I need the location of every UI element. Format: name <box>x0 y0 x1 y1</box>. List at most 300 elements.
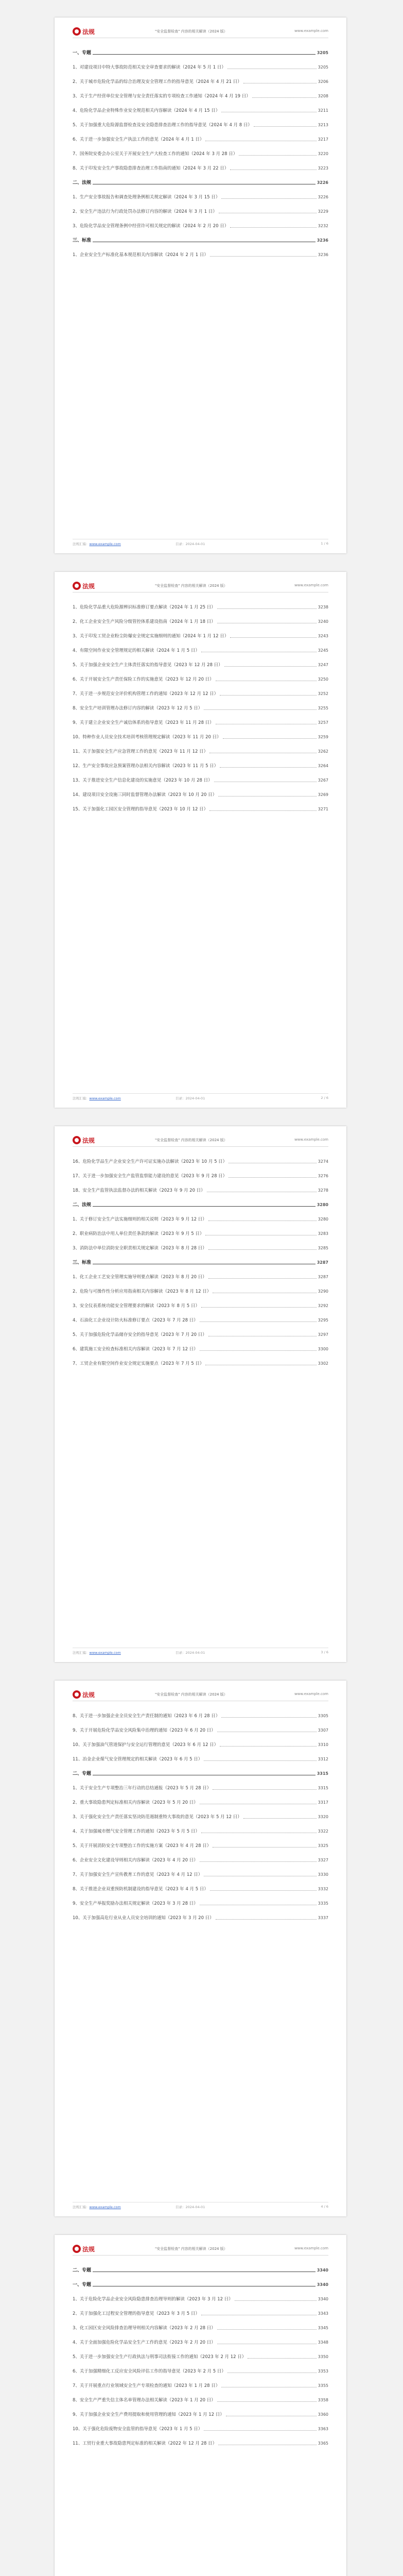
toc-page-number: 3340 <box>318 2297 328 2301</box>
toc-page-number: 3360 <box>318 2412 328 2417</box>
toc-entry[interactable] <box>73 806 328 813</box>
toc-entry-title: 9、关于建立企业安全生产诚信体系的指导意见（2023 年 11 月 28 日） <box>73 720 214 725</box>
page-footer <box>73 1648 328 1655</box>
toc-entry-title: 3、关于生产经营单位安全管理与安全责任落实的专项检查工作通知（2024 年 4 月 19 日） <box>73 94 251 99</box>
toc-entry-title: 11、工贸行业重大事故隐患判定标准的相关解读（2022 年 12 月 28 日） <box>73 2441 217 2446</box>
toc-entry[interactable] <box>73 2353 328 2361</box>
toc-entry-title: 7、关于进一步规范安全评价机构管理工作的通知（2023 年 12 月 12 日） <box>73 691 219 697</box>
page-footer <box>73 1093 328 1100</box>
toc-section-heading[interactable] <box>73 2267 328 2274</box>
toc-entry-title: 三、标准 <box>73 238 92 243</box>
toc-entry[interactable] <box>73 1187 328 1194</box>
toc-entry[interactable] <box>73 165 328 172</box>
dot-leader <box>229 1177 316 1178</box>
toc-page-number: 3292 <box>318 1303 328 1308</box>
logo-text: 法规 <box>82 28 95 36</box>
toc-entry[interactable] <box>73 107 328 114</box>
toc-entry[interactable] <box>73 1799 328 1806</box>
dot-leader <box>217 2329 317 2330</box>
toc-entry-title: 3、危险化学品安全管理条例中经营许可相关规定的解读（2024 年 2 月 20 日） <box>73 224 229 229</box>
toc-page-number: 3280 <box>317 1202 328 1207</box>
toc-entry-title: 10、特种作业人员安全技术培训考核管理规定解读（2023 年 11 月 20 日） <box>73 735 221 740</box>
toc-entry-title: 6、关于开展安全生产责任保险工作的实施意见（2023 年 12 月 20 日） <box>73 677 214 682</box>
toc-entry[interactable] <box>73 251 328 259</box>
toc-page-number: 3252 <box>318 691 328 696</box>
dot-leader <box>93 54 316 55</box>
toc-entry[interactable] <box>73 2339 328 2346</box>
page-footer <box>73 539 328 546</box>
toc-page-number: 3213 <box>318 123 328 127</box>
dot-leader <box>227 2372 317 2373</box>
toc-page-number: 3205 <box>317 50 328 55</box>
header-title: "安全监督检查" 内容的相关解读（2024 版） <box>155 2247 227 2251</box>
toc-entry[interactable] <box>73 150 328 158</box>
toc-entry[interactable] <box>73 1317 328 1324</box>
toc-page-number: 3365 <box>318 2441 328 2446</box>
toc-entry[interactable] <box>73 2440 328 2447</box>
toc-entry-title: 8、关于推进企业双重预防机制建设的指导意见（2023 年 4 月 5 日） <box>73 1887 208 1892</box>
toc-entry-title: 二、专题 <box>73 1771 92 1776</box>
toc-page-number: 3297 <box>318 1332 328 1337</box>
toc-entry-title: 12、生产安全事故应急预案管理办法相关内容解读（2023 年 11 月 5 日） <box>73 764 219 769</box>
logo <box>73 27 95 36</box>
footer-date: 目录：2024-04-01 <box>176 1651 205 1655</box>
dot-leader <box>230 637 316 638</box>
toc-entry[interactable] <box>73 2368 328 2375</box>
toc-entry[interactable] <box>73 604 328 611</box>
dot-leader <box>200 1861 317 1862</box>
toc-page-number: 3312 <box>318 1757 328 1761</box>
page-header <box>73 2244 328 2256</box>
toc-entry-title: 13、关于推进安全生产信息化建设的实施意见（2023 年 10 月 28 日） <box>73 778 213 783</box>
dot-leader <box>204 709 316 710</box>
footer-source <box>73 2205 121 2209</box>
toc-page-number: 3205 <box>318 65 328 70</box>
toc-page-number: 3236 <box>317 238 328 243</box>
dot-leader <box>248 2358 316 2359</box>
toc-page-number: 3335 <box>318 1901 328 1906</box>
toc-entry-title: 2、化工企业安全生产风险分级管控体系建设指南（2024 年 1 月 18 日） <box>73 619 216 624</box>
toc-page-number: 3315 <box>318 1786 328 1790</box>
dot-leader <box>254 126 317 127</box>
toc-page-number: 3257 <box>318 720 328 725</box>
document-page <box>55 18 346 553</box>
toc-page-number: 3315 <box>317 1771 328 1776</box>
toc-page-number: 3358 <box>318 2398 328 2402</box>
toc-page-number: 3250 <box>318 677 328 682</box>
logo-text: 法规 <box>82 1691 95 1699</box>
logo-icon <box>73 582 81 590</box>
toc-section-heading[interactable] <box>73 2281 328 2289</box>
dot-leader <box>200 1321 317 1322</box>
footer-source <box>73 541 121 546</box>
dot-leader <box>208 1278 317 1279</box>
toc-list <box>73 1713 328 1929</box>
toc-page-number: 3274 <box>318 1159 328 1164</box>
toc-page-number: 3243 <box>318 634 328 638</box>
dot-leader <box>230 227 316 228</box>
toc-page-number: 3280 <box>318 1217 328 1222</box>
toc-entry-title: 6、企业安全文化建设导则相关内容解读（2023 年 4 月 20 日） <box>73 1858 198 1863</box>
toc-entry[interactable] <box>73 1871 328 1878</box>
toc-entry[interactable] <box>73 93 328 100</box>
toc-entry-title: 11、关于加强安全生产应急管理工作的意见（2023 年 11 月 12 日） <box>73 749 208 754</box>
toc-entry[interactable] <box>73 64 328 71</box>
toc-page-number: 3240 <box>318 619 328 624</box>
toc-entry-title: 6、建筑施工安全检查标准相关内容解读（2023 年 7 月 12 日） <box>73 1347 198 1352</box>
footer-date: 目录：2024-04-01 <box>176 1096 205 1100</box>
toc-entry[interactable] <box>73 748 328 755</box>
toc-page-number: 3255 <box>318 706 328 710</box>
toc-page-number: 3337 <box>318 1916 328 1920</box>
toc-page-number: 3278 <box>318 1188 328 1193</box>
toc-entry-title: 4、有限空间作业安全管理规定的相关解读（2024 年 1 月 5 日） <box>73 648 200 653</box>
footer-link[interactable]: www.example.com <box>89 2205 121 2209</box>
toc-entry-title: 8、关于印发安全生产事故隐患排查治理工作指南的通知（2024 年 3 月 22 日） <box>73 166 229 171</box>
toc-entry-title: 二、法规 <box>73 180 92 185</box>
toc-entry-title: 3、消防法中单位消防安全职责相关规定解读（2023 年 8 月 28 日） <box>73 1246 207 1251</box>
toc-page-number: 3330 <box>318 1872 328 1877</box>
toc-page-number: 3208 <box>318 94 328 98</box>
toc-list <box>73 1158 328 1375</box>
toc-entry[interactable] <box>73 705 328 712</box>
toc-entry-title: 6、关于进一步加强安全生产执法工作的意见（2024 年 4 月 1 日） <box>73 137 204 142</box>
toc-page-number: 3307 <box>318 1728 328 1733</box>
dot-leader <box>209 810 317 811</box>
toc-section-heading[interactable] <box>73 237 328 244</box>
toc-page-number: 3340 <box>317 2268 328 2273</box>
toc-page-number: 3343 <box>318 2311 328 2316</box>
footer-label: 法规汇编： <box>73 542 90 546</box>
page-number: 4 / 6 <box>321 2205 328 2209</box>
toc-entry[interactable] <box>73 194 328 201</box>
document-page <box>55 1681 346 2216</box>
logo <box>73 1136 95 1145</box>
dot-leader <box>200 1350 317 1351</box>
toc-entry-title: 5、关于加强危险化学品储存安全的指导意见（2023 年 7 月 20 日） <box>73 1332 207 1337</box>
header-link[interactable]: www.example.com <box>294 2246 328 2250</box>
toc-entry-title: 2、职业病防治法中用人单位责任条款的解读（2023 年 9 月 5 日） <box>73 1231 204 1236</box>
toc-section-heading[interactable] <box>73 1770 328 1777</box>
toc-entry[interactable] <box>73 2411 328 2418</box>
toc-list <box>73 2267 328 2454</box>
dot-leader <box>208 1249 317 1250</box>
dot-leader <box>204 1760 316 1761</box>
toc-entry-title: 10、关于加强高危行业从业人员安全培训的通知（2023 年 3 月 20 日） <box>73 1916 214 1921</box>
header-link[interactable]: www.example.com <box>294 1138 328 1142</box>
toc-entry[interactable] <box>73 1713 328 1720</box>
toc-page-number: 3211 <box>318 108 328 113</box>
toc-entry-title: 3、关于强化安全生产责任落实坚决防范遏制重特大事故的意见（2023 年 5 月 12 日） <box>73 1815 242 1820</box>
toc-entry[interactable] <box>73 2382 328 2389</box>
toc-page-number: 3350 <box>318 2354 328 2359</box>
header-title: "安全监督检查" 内容的相关解读（2024 版） <box>155 584 227 588</box>
toc-page-number: 3223 <box>318 166 328 171</box>
toc-page-number: 3247 <box>318 663 328 667</box>
logo <box>73 2244 95 2253</box>
toc-entry-title: 二、专题 <box>73 2268 92 2273</box>
dot-leader <box>204 2430 316 2431</box>
dot-leader <box>221 1717 316 1718</box>
page-header <box>73 1690 328 1701</box>
toc-page-number: 3295 <box>318 1318 328 1323</box>
header-link[interactable]: www.example.com <box>294 29 328 33</box>
toc-entry[interactable] <box>73 1331 328 1338</box>
footer-label: 法规汇编： <box>73 1096 90 1100</box>
toc-entry-title: 7、关于加强安全生产宣传教育工作的意见（2023 年 4 月 12 日） <box>73 1872 203 1877</box>
toc-page-number: 3287 <box>318 1275 328 1279</box>
document-page <box>55 2235 346 2576</box>
toc-entry[interactable] <box>73 662 328 669</box>
header-link[interactable]: www.example.com <box>294 583 328 587</box>
toc-entry[interactable] <box>73 734 328 741</box>
toc-entry-title: 7、关于开展重点行业领域安全生产专项检查的通知（2023 年 1 月 28 日） <box>73 2383 220 2388</box>
toc-entry-title: 7、国务院安委会办公室关于开展安全生产大检查工作的通知（2024 年 3 月 28 日） <box>73 151 238 157</box>
toc-page-number: 3290 <box>318 1289 328 1294</box>
toc-entry[interactable] <box>73 1785 328 1792</box>
toc-entry[interactable] <box>73 2310 328 2317</box>
toc-entry-title: 8、安全生产培训管理办法修订内容的解读（2023 年 12 月 5 日） <box>73 706 203 711</box>
toc-entry-title: 7、工贸企业有限空间作业安全规定实施要点（2023 年 7 月 5 日） <box>73 1361 204 1366</box>
toc-entry-title: 4、危险化学品企业特殊作业安全规范相关内容解读（2024 年 4 月 15 日） <box>73 108 220 113</box>
toc-page-number: 3285 <box>318 1246 328 1250</box>
toc-page-number: 3271 <box>318 807 328 811</box>
toc-entry[interactable] <box>73 122 328 129</box>
dot-leader <box>201 1307 317 1308</box>
toc-entry-title: 2、关于加强化工过程安全管理的指导意见（2023 年 3 月 5 日） <box>73 2311 200 2316</box>
logo <box>73 1690 95 1699</box>
toc-entry-title: 10、关于加强油气管道保护与安全运行管理的意见（2023 年 6 月 12 日） <box>73 1742 219 1748</box>
toc-entry-title: 3、关于印发工贸企业粉尘防爆安全规定实施细则的通知（2024 年 1 月 12 日） <box>73 634 229 639</box>
toc-entry-title: 5、关于加强重大危险源监督检查及安全隐患排查治理工作的指导意见（2024 年 4 月 8 日） <box>73 123 252 128</box>
toc-section-heading[interactable] <box>73 1259 328 1266</box>
logo-text: 法规 <box>82 2245 95 2253</box>
toc-page-number: 3229 <box>318 209 328 214</box>
toc-entry[interactable] <box>73 647 328 654</box>
dot-leader <box>213 1847 316 1848</box>
dot-leader <box>210 1890 317 1891</box>
toc-page-number: 3232 <box>318 224 328 228</box>
toc-entry[interactable] <box>73 208 328 215</box>
dot-leader <box>224 666 317 667</box>
toc-page-number: 3353 <box>318 2369 328 2374</box>
toc-entry-title: 9、安全生产举报奖励办法相关规定解读（2023 年 3 月 28 日） <box>73 1901 198 1906</box>
footer-source <box>73 1650 121 1655</box>
page-number: 1 / 6 <box>321 541 328 546</box>
dot-leader <box>93 1206 316 1207</box>
toc-entry[interactable] <box>73 1900 328 1907</box>
toc-entry[interactable] <box>73 618 328 625</box>
toc-entry[interactable] <box>73 1230 328 1238</box>
toc-entry-title: 8、安全生产严重失信主体名单管理办法相关解读（2023 年 1 月 20 日） <box>73 2398 216 2403</box>
toc-entry[interactable] <box>73 777 328 784</box>
toc-entry-title: 1、关于安全生产专项整治三年行动的总结通报（2023 年 5 月 28 日） <box>73 1786 212 1791</box>
logo-icon <box>73 1690 81 1699</box>
logo-icon <box>73 1136 81 1144</box>
header-title: "安全监督检查" 内容的相关解读（2024 版） <box>155 1138 227 1142</box>
toc-entry-title: 1、危险化学品重大危险源辨识标准修订要点解读（2024 年 1 月 25 日） <box>73 605 216 610</box>
toc-entry[interactable] <box>73 1245 328 1252</box>
header-link[interactable]: www.example.com <box>294 1692 328 1696</box>
toc-page-number: 3238 <box>318 605 328 609</box>
toc-entry-title: 9、关于加强企业安全生产费用提取和使用管理的通知（2023 年 1 月 12 日） <box>73 2412 224 2417</box>
toc-entry[interactable] <box>73 1828 328 1835</box>
logo <box>73 581 95 590</box>
toc-section-heading[interactable] <box>73 179 328 187</box>
toc-entry-title: 1、生产安全事故报告和调查处理条例相关规定解读（2024 年 3 月 15 日） <box>73 195 220 200</box>
toc-entry-title: 5、关于加强企业安全生产主体责任落实的指导意见（2023 年 12 月 28 日） <box>73 663 223 668</box>
toc-entry[interactable] <box>73 2426 328 2433</box>
page-footer <box>73 2202 328 2209</box>
toc-entry[interactable] <box>73 1158 328 1165</box>
footer-link[interactable]: www.example.com <box>89 1096 121 1100</box>
toc-entry-title: 18、安全生产监管执法监督办法的相关解读（2023 年 9 月 20 日） <box>73 1188 205 1193</box>
footer-label: 法规汇编： <box>73 2205 90 2209</box>
toc-page-number: 3322 <box>318 1829 328 1834</box>
toc-page-number: 3345 <box>318 2326 328 2330</box>
toc-entry[interactable] <box>73 2397 328 2404</box>
toc-entry[interactable] <box>73 2296 328 2303</box>
toc-page-number: 3332 <box>318 1887 328 1891</box>
toc-entry-title: 2、危险与可操作性分析应用指南相关内容解读（2023 年 8 月 12 日） <box>73 1289 212 1294</box>
toc-page-number: 3206 <box>318 79 328 84</box>
toc-page-number: 3287 <box>317 1260 328 1265</box>
toc-entry[interactable] <box>73 1857 328 1864</box>
logo-icon <box>73 2245 81 2253</box>
page-number: 3 / 6 <box>321 1650 328 1654</box>
toc-entry[interactable] <box>73 1216 328 1223</box>
page-number: 2 / 6 <box>321 1096 328 1100</box>
dot-leader <box>239 155 316 156</box>
toc-entry[interactable] <box>73 1914 328 1922</box>
document-page <box>55 572 346 1108</box>
toc-entry[interactable] <box>73 2325 328 2332</box>
page-header <box>73 1136 328 1147</box>
dot-leader <box>213 1789 316 1790</box>
header-title: "安全监督检查" 内容的相关解读（2024 版） <box>155 29 227 33</box>
toc-entry-title: 1、关于危险化学品企业安全风险隐患排查治理导则的解读（2023 年 3 月 12 日） <box>73 2297 233 2302</box>
toc-entry[interactable] <box>73 719 328 726</box>
toc-page-number: 3283 <box>318 1231 328 1236</box>
page-header <box>73 27 328 38</box>
toc-page-number: 3310 <box>318 1742 328 1747</box>
toc-entry-title: 2、安全生产违法行为行政处罚办法修订内容的解读（2024 年 3 月 1 日） <box>73 209 217 214</box>
toc-page-number: 3363 <box>318 2427 328 2431</box>
toc-page-number: 3325 <box>318 1843 328 1848</box>
dot-leader <box>252 97 317 98</box>
toc-section-heading[interactable] <box>73 1201 328 1209</box>
toc-entry[interactable] <box>73 1274 328 1281</box>
logo-icon <box>73 27 81 36</box>
toc-entry[interactable] <box>73 1886 328 1893</box>
toc-entry[interactable] <box>73 1173 328 1180</box>
toc-page-number: 3340 <box>317 2282 328 2287</box>
dot-leader <box>220 1746 316 1747</box>
toc-section-heading[interactable] <box>73 49 328 57</box>
toc-entry[interactable] <box>73 1741 328 1749</box>
toc-page-number: 3317 <box>318 1800 328 1805</box>
toc-entry[interactable] <box>73 1842 328 1850</box>
dot-leader <box>221 198 316 199</box>
dot-leader <box>217 608 317 609</box>
footer-date: 目录：2024-04-01 <box>176 2205 205 2209</box>
toc-entry[interactable] <box>73 78 328 86</box>
toc-page-number: 3220 <box>318 151 328 156</box>
toc-entry[interactable] <box>73 1346 328 1353</box>
toc-entry-title: 6、关于加强精细化工反应安全风险评估工作的指导意见（2023 年 2 月 5 日） <box>73 2369 226 2374</box>
toc-entry[interactable] <box>73 1360 328 1367</box>
logo-text: 法规 <box>82 1137 95 1144</box>
toc-entry[interactable] <box>73 791 328 799</box>
toc-entry[interactable] <box>73 690 328 698</box>
toc-entry[interactable] <box>73 676 328 683</box>
toc-entry-title: 9、关于开展危险化学品安全风险集中治理的通知（2023 年 6 月 20 日） <box>73 1728 216 1733</box>
header-title: "安全监督检查" 内容的相关解读（2024 版） <box>155 1692 227 1697</box>
toc-entry[interactable] <box>73 633 328 640</box>
toc-entry[interactable] <box>73 1814 328 1821</box>
toc-entry[interactable] <box>73 136 328 143</box>
toc-page-number: 3348 <box>318 2340 328 2345</box>
footer-link[interactable]: www.example.com <box>89 1651 121 1655</box>
dot-leader <box>220 767 316 768</box>
footer-label: 法规汇编： <box>73 1651 90 1655</box>
document-page <box>55 1126 346 1662</box>
toc-page-number: 3226 <box>318 195 328 199</box>
toc-entry-title: 8、关于进一步加强企业全员安全生产责任制的通知（2023 年 6 月 28 日） <box>73 1714 220 1719</box>
footer-link[interactable]: www.example.com <box>89 542 121 546</box>
toc-page-number: 3276 <box>318 1174 328 1178</box>
dot-leader <box>210 256 317 257</box>
toc-entry-title: 4、关于全面加强危险化学品安全生产工作的意见（2023 年 2 月 20 日） <box>73 2340 216 2345</box>
toc-page-number: 3269 <box>318 792 328 797</box>
toc-entry[interactable] <box>73 1302 328 1310</box>
toc-list <box>73 604 328 820</box>
toc-entry-title: 4、关于加强城市燃气安全管理工作的通知（2023 年 5 月 5 日） <box>73 1829 200 1834</box>
toc-page-number: 3302 <box>318 1361 328 1366</box>
toc-entry-title: 10、关于强化危险废物安全监管的指导意见（2023 年 1 月 5 日） <box>73 2427 203 2432</box>
page-header <box>73 581 328 592</box>
toc-entry[interactable] <box>73 1727 328 1734</box>
toc-entry[interactable] <box>73 1756 328 1763</box>
toc-entry-title: 3、安全仪表系统功能安全管理要求的解读（2023 年 8 月 5 日） <box>73 1303 200 1309</box>
toc-entry[interactable] <box>73 223 328 230</box>
toc-entry-title: 三、标准 <box>73 1260 92 1265</box>
dot-leader <box>216 1919 317 1920</box>
toc-entry-title: 15、关于加强化工园区安全管理的指导意见（2023 年 10 月 12 日） <box>73 807 208 812</box>
toc-entry[interactable] <box>73 1288 328 1295</box>
toc-page-number: 3259 <box>318 735 328 739</box>
toc-page-number: 3245 <box>318 648 328 653</box>
dot-leader <box>235 2300 317 2301</box>
toc-entry-title: 14、建设项目安全设施三同时监督管理办法解读（2023 年 10 月 20 日） <box>73 792 217 798</box>
footer-source <box>73 1096 121 1100</box>
logo-text: 法规 <box>82 582 95 590</box>
toc-page-number: 3217 <box>318 137 328 142</box>
toc-entry-title: 1、化工企业工艺安全管理实施导则要点解读（2023 年 8 月 20 日） <box>73 1275 207 1280</box>
toc-entry-title: 1、关于修订安全生产法实施细则的相关说明（2023 年 9 月 12 日） <box>73 1217 207 1222</box>
toc-entry-title: 1、企业安全生产标准化基本规范相关内容解读（2024 年 2 月 1 日） <box>73 252 208 258</box>
toc-page-number: 3355 <box>318 2383 328 2388</box>
toc-entry-title: 二、法规 <box>73 1202 92 1208</box>
toc-list <box>73 49 328 266</box>
toc-page-number: 3305 <box>318 1714 328 1718</box>
toc-entry[interactable] <box>73 762 328 770</box>
toc-entry-title: 11、冶金企业煤气安全管理规定的相关解读（2023 年 6 月 5 日） <box>73 1757 203 1762</box>
toc-page-number: 3300 <box>318 1347 328 1351</box>
toc-page-number: 3226 <box>317 180 328 185</box>
toc-page-number: 3264 <box>318 764 328 768</box>
toc-page-number: 3236 <box>318 252 328 257</box>
